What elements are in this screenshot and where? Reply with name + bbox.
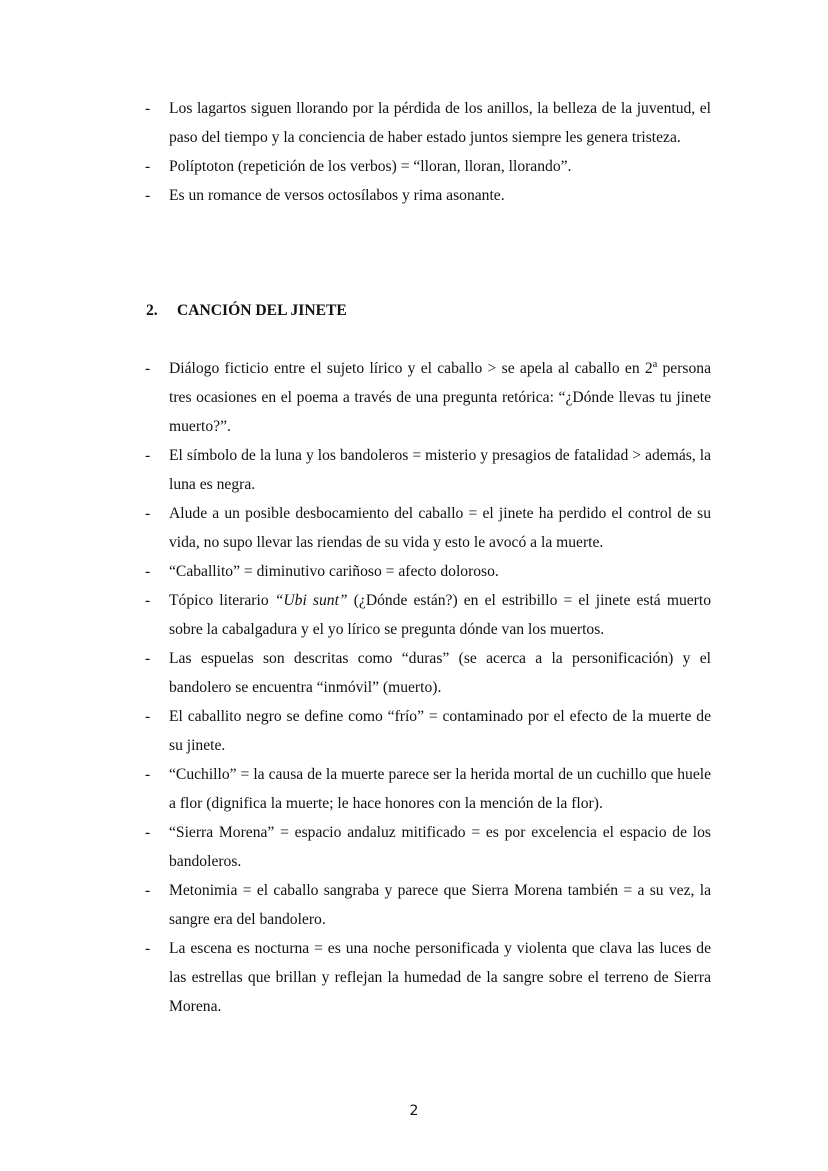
bullet-text: Políptoton (repetición de los verbos) = “lloran, lloran, llorando”. [169, 158, 572, 175]
bullet-text: Metonimia = el caballo sangraba y parece que Sierra Morena también = a su vez, la sangre era del bandolero. [169, 882, 711, 928]
bullet-dash: - [145, 650, 151, 667]
bullet-text: “Sierra Morena” = espacio andaluz mitificado = es por excelencia el espacio de los bandoleros. [169, 824, 711, 870]
bullet-dash: - [145, 505, 151, 522]
list-item [0, 876, 711, 934]
bullet-text: Diálogo ficticio entre el sujeto lírico y el caballo > se apela al caballo en 2$^a$ persona tres ocasiones en el poema a través de una pregunta retórica: “¿Dónde llevas tu jinete muerto?”. [169, 358, 711, 435]
section-number: 2. [146, 302, 158, 319]
bullet-text: El caballito negro se define como “frío” = contaminado por el efecto de la muerte de su jinete. [169, 708, 711, 754]
list-item [0, 760, 711, 818]
intro-bullet-list [0, 94, 711, 210]
section-heading [146, 296, 347, 325]
list-item [0, 644, 711, 702]
list-item [0, 354, 711, 441]
list-item [0, 934, 711, 1021]
bullet-text: Las espuelas son descritas como “duras” (se acerca a la personificación) y el bandolero se encuentra “inmóvil” (muerto). [169, 650, 711, 696]
bullet-dash: - [145, 187, 151, 204]
bullet-text: “Caballito” = diminutivo cariñoso = afecto doloroso. [169, 563, 499, 580]
list-item [0, 818, 711, 876]
bullet-text: Tópico literario “Ubi sunt” (¿Dónde están?) en el estribillo = el jinete está muerto sobre la cabalgadura y el yo lírico se pregunta dónde van los muertos. [169, 592, 711, 638]
bullet-text: “Cuchillo” = la causa de la muerte parece ser la herida mortal de un cuchillo que huele a flor (dignifica la muerte; le hace honores con la mención de la flor). [169, 766, 711, 812]
bullet-text: Alude a un posible desbocamiento del caballo = el jinete ha perdido el control de su vida, no supo llevar las riendas de su vida y esto le avocó a la muerte. [169, 505, 711, 551]
list-item [0, 586, 711, 644]
bullet-text: El símbolo de la luna y los bandoleros = misterio y presagios de fatalidad > además, la luna es negra. [169, 447, 711, 493]
bullet-text: Es un romance de versos octosílabos y rima asonante. [169, 187, 505, 204]
bullet-dash: - [145, 447, 151, 464]
list-item [0, 441, 711, 499]
bullet-dash: - [145, 360, 151, 377]
page-number: 2 [409, 1103, 419, 1119]
italic-latin-term: “Ubi sunt” [274, 592, 348, 609]
section-title: CANCIÓN DEL JINETE [177, 302, 347, 319]
list-item [0, 152, 711, 181]
bullet-dash: - [145, 766, 151, 783]
list-item [0, 499, 711, 557]
superscript-a: a [652, 358, 658, 370]
bullet-dash: - [145, 563, 151, 580]
bullet-dash: - [145, 100, 151, 117]
section-bullet-list [0, 354, 711, 1021]
bullet-text: La escena es nocturna = es una noche personificada y violenta que clava las luces de las estrellas que brillan y reflejan la humedad de la sangre sobre el terreno de Sierra Morena. [169, 940, 711, 1015]
bullet-dash: - [145, 824, 151, 841]
list-item [0, 702, 711, 760]
bullet-dash: - [145, 592, 151, 609]
list-item [0, 94, 711, 152]
list-item [0, 557, 711, 586]
bullet-dash: - [145, 882, 151, 899]
bullet-dash: - [145, 158, 151, 175]
bullet-dash: - [145, 940, 151, 957]
bullet-text: Los lagartos siguen llorando por la pérdida de los anillos, la belleza de la juventud, el paso del tiempo y la conciencia de haber estado juntos siempre les genera tristeza. [169, 100, 711, 146]
bullet-dash: - [145, 708, 151, 725]
list-item [0, 181, 711, 210]
